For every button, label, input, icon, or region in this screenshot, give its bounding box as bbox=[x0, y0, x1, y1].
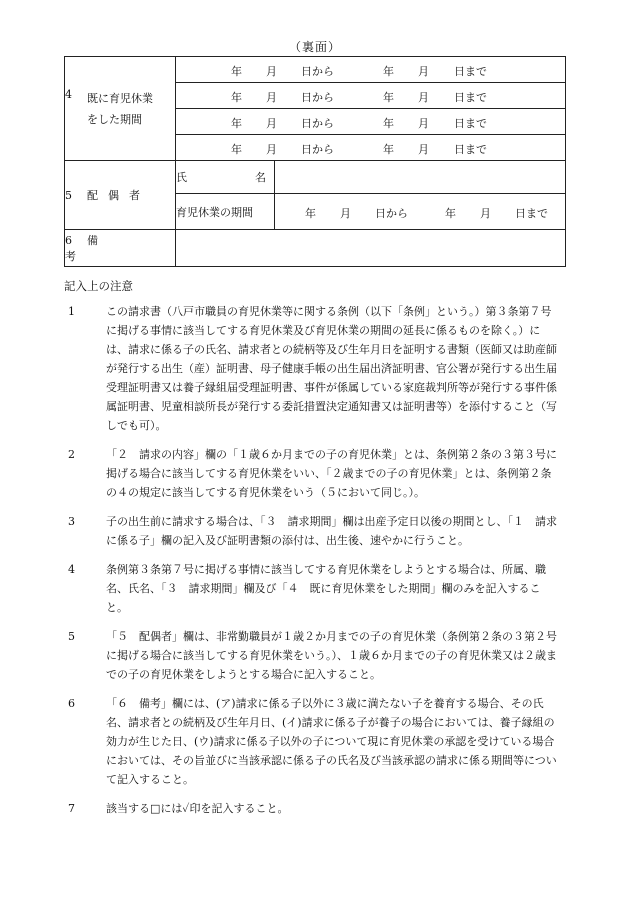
notes-list bbox=[64, 302, 558, 828]
notes-title: 記入上の注意 bbox=[64, 279, 133, 293]
day-end: 日まで bbox=[454, 143, 487, 156]
year-end: 年 bbox=[445, 207, 456, 221]
note-item bbox=[64, 799, 558, 818]
year-end: 年 bbox=[383, 117, 394, 130]
section6-number: 6 bbox=[65, 234, 72, 247]
section5-number: 5 bbox=[65, 189, 72, 202]
name-label-2: 名 bbox=[255, 171, 266, 185]
note-item bbox=[64, 302, 558, 435]
section6-label bbox=[65, 230, 176, 267]
day-end: 日まで bbox=[454, 65, 487, 78]
spouse-period-field[interactable] bbox=[275, 194, 566, 230]
section5-label bbox=[65, 161, 176, 230]
section4-number: 4 bbox=[65, 87, 72, 101]
spouse-name-field[interactable] bbox=[275, 161, 566, 194]
note-item bbox=[64, 694, 558, 789]
month-end: 月 bbox=[418, 91, 429, 104]
note-number: 4 bbox=[68, 563, 75, 576]
year-end: 年 bbox=[383, 143, 394, 156]
section5-row-1 bbox=[65, 161, 566, 194]
month-end: 月 bbox=[418, 117, 429, 130]
section6-label-text: 備考 bbox=[65, 234, 138, 263]
day-start: 日から bbox=[301, 143, 334, 156]
day-start: 日から bbox=[301, 65, 334, 78]
month-start: 月 bbox=[266, 117, 277, 130]
month-end: 月 bbox=[418, 143, 429, 156]
day-start: 日から bbox=[301, 91, 334, 104]
section4-label-line2: をした期間 bbox=[87, 112, 142, 126]
page-header: （裏面） bbox=[288, 40, 341, 54]
note-item bbox=[64, 560, 558, 617]
year-start: 年 bbox=[231, 117, 242, 130]
note-number: 6 bbox=[68, 697, 75, 710]
note-number: 3 bbox=[68, 515, 75, 528]
section4-period-2[interactable] bbox=[176, 83, 566, 109]
year-start: 年 bbox=[231, 143, 242, 156]
note-number: 2 bbox=[68, 448, 75, 461]
year-start: 年 bbox=[305, 207, 316, 221]
section4-label bbox=[65, 57, 176, 161]
note-text: 子の出生前に請求する場合は、「３ 請求期間」欄は出産予定日以後の期間とし、「１ 請求に係る子」欄の記入及び証明書類の添付は、出生後、速やかに行うこと。 bbox=[106, 515, 557, 547]
note-text: この請求書（八戸市職員の育児休業等に関する条例（以下「条例」という。）第３条第７号に掲げる事情に該当してする育児休業及び育児休業の期間の延長に係るものを除く。）には、請求に係る子の氏名、請求者との続柄等及び生年月日を証明する書類（医師又は助産師が発行する出生（産）証明書、母子健康手帳の出生届出済証明書、官公署が発行する出生届受理証明書又は養子縁組届受理証明書、事件が係属している家庭裁判所等が発行する事件係属証明書、児童相談所長が発行する委託措置決定通知書又は証明書等）を添付すること（写しでも可）。 bbox=[106, 305, 557, 432]
section5-label-text: 配偶者 bbox=[87, 189, 150, 202]
note-text: 「６ 備考」欄には、(ア)請求に係る子以外に３歳に満たない子を養育する場合、その氏名、請求者との続柄及び生年月日、(イ)請求に係る子が養子の場合においては、養子縁組の効力が生じた日、(ウ)請求に係る子以外の子について現に育児休業の承認を受けている場合においては、その旨並びに当該承認に係る子の氏名及び当該承認の請求に係る期間等について記入すること。 bbox=[106, 697, 557, 786]
note-number: 1 bbox=[68, 305, 75, 318]
section4-label-line1: 既に育児休業 bbox=[87, 91, 153, 105]
note-item bbox=[64, 512, 558, 550]
note-item bbox=[64, 445, 558, 502]
leave-form-table bbox=[64, 56, 566, 267]
month-start: 月 bbox=[340, 207, 351, 221]
month-start: 月 bbox=[266, 143, 277, 156]
note-text: 「５ 配偶者」欄は、非常勤職員が１歳２か月までの子の育児休業（条例第２条の３第２号に掲げる場合に該当してする育児休業をいう。）、１歳６か月までの子の育児休業又は２歳までの子の育児休業をしようとする場合に記入すること。 bbox=[106, 630, 557, 681]
section4-period-1[interactable] bbox=[176, 57, 566, 83]
year-end: 年 bbox=[383, 91, 394, 104]
note-text: 該当する□には✓印を記入すること。 bbox=[106, 802, 289, 815]
month-start: 月 bbox=[266, 91, 277, 104]
section4-period-3[interactable] bbox=[176, 109, 566, 135]
year-start: 年 bbox=[231, 65, 242, 78]
section4-period-4[interactable] bbox=[176, 135, 566, 161]
spouse-name-label bbox=[176, 161, 275, 194]
note-number: 5 bbox=[68, 630, 75, 643]
note-text: 「２ 請求の内容」欄の「１歳６か月までの子の育児休業」とは、条例第２条の３第３号に掲げる場合に該当してする育児休業をいい、「２歳までの子の育児休業」とは、条例第２条の４の規定に該当してする育児休業をいう（５において同じ。）。 bbox=[106, 448, 557, 499]
day-end: 日まで bbox=[454, 91, 487, 104]
day-end: 日まで bbox=[454, 117, 487, 130]
day-start: 日から bbox=[375, 207, 408, 221]
year-start: 年 bbox=[231, 91, 242, 104]
month-end: 月 bbox=[418, 65, 429, 78]
section4-row-1 bbox=[65, 57, 566, 83]
month-start: 月 bbox=[266, 65, 277, 78]
year-end: 年 bbox=[383, 65, 394, 78]
month-end: 月 bbox=[480, 207, 491, 221]
day-start: 日から bbox=[301, 117, 334, 130]
remarks-field[interactable] bbox=[176, 230, 566, 267]
name-label-1: 氏 bbox=[176, 171, 187, 185]
section6-row bbox=[65, 230, 566, 267]
spouse-period-label: 育児休業の期間 bbox=[176, 194, 275, 230]
note-text: 条例第３条第７号に掲げる事情に該当してする育児休業をしようとする場合は、所属、職名、氏名、「３ 請求期間」欄及び「４ 既に育児休業をした期間」欄のみを記入すること。 bbox=[106, 563, 546, 614]
note-number: 7 bbox=[68, 802, 75, 815]
day-end: 日まで bbox=[515, 207, 548, 221]
note-item bbox=[64, 627, 558, 684]
